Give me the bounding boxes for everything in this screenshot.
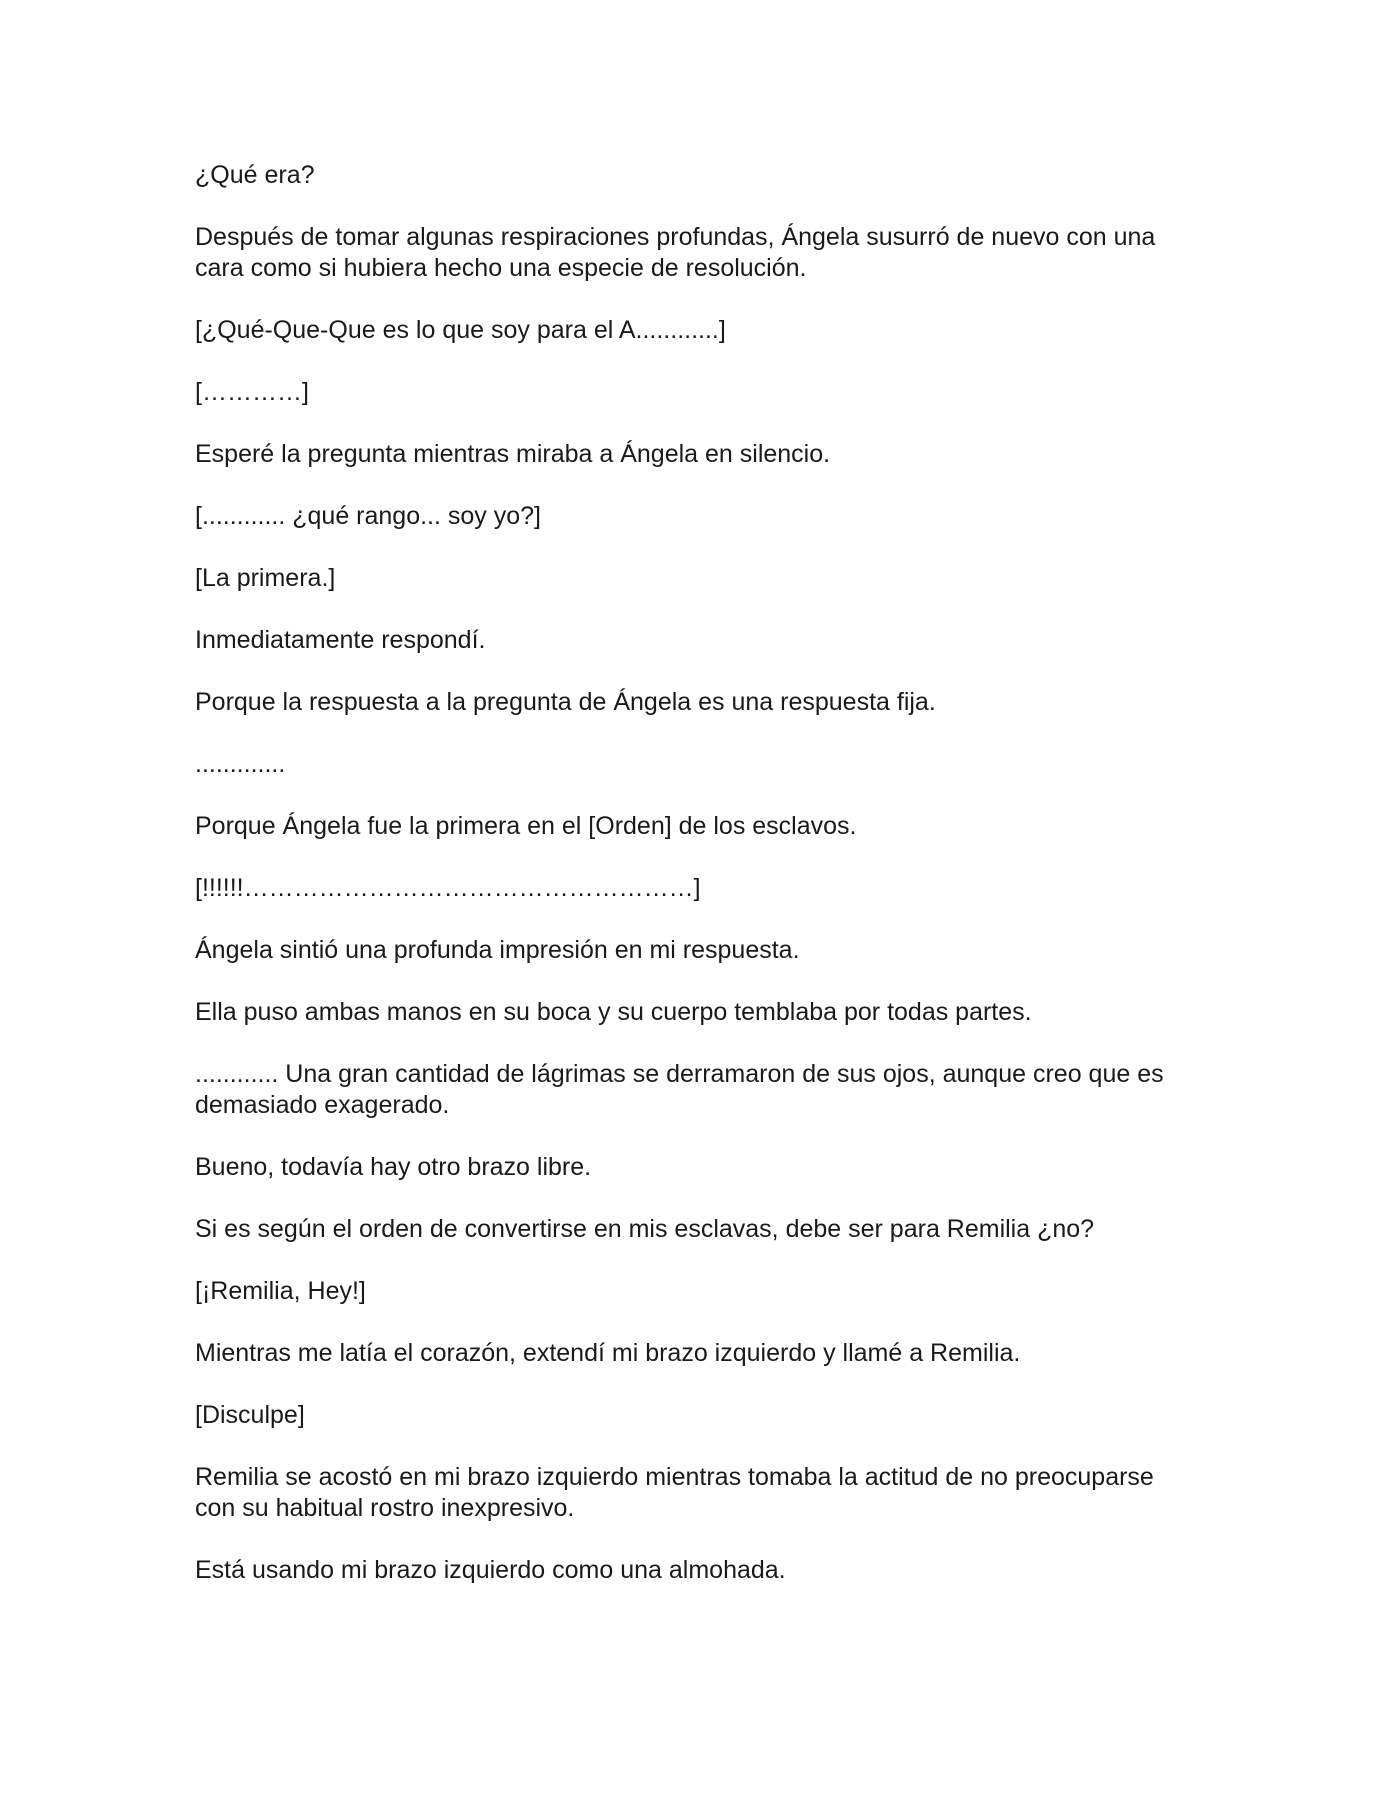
paragraph: Después de tomar algunas respiraciones profundas, Ángela susurró de nuevo con una cara como si hubiera hecho una especie de resolución. [195,223,1163,282]
document-body [195,160,1195,1617]
paragraph: Si es según el orden de convertirse en mis esclavas, debe ser para Remilia ¿no? [195,1215,1095,1243]
paragraph: […………] [195,378,309,406]
paragraph: Porque Ángela fue la primera en el [Orden] de los esclavos. [195,812,857,840]
paragraph: [............ ¿qué rango... soy yo?] [195,502,541,530]
paragraph: [!!!!!!………………………………………………] [195,874,701,902]
paragraph: [¿Qué-Que-Que es lo que soy para el A............] [195,316,726,344]
paragraph: Porque la respuesta a la pregunta de Ángela es una respuesta fija. [195,688,936,716]
paragraph: Remilia se acostó en mi brazo izquierdo mientras tomaba la actitud de no preocuparse con su habitual rostro inexpresivo. [195,1463,1161,1522]
paragraph: Ángela sintió una profunda impresión en mi respuesta. [195,936,800,964]
paragraph: [Disculpe] [195,1401,305,1429]
paragraph: Está usando mi brazo izquierdo como una almohada. [195,1556,786,1584]
paragraph: Bueno, todavía hay otro brazo libre. [195,1153,592,1181]
paragraph: Mientras me latía el corazón, extendí mi brazo izquierdo y llamé a Remilia. [195,1339,1021,1367]
paragraph: Ella puso ambas manos en su boca y su cuerpo temblaba por todas partes. [195,998,1032,1026]
paragraph: ¿Qué era? [195,161,315,189]
paragraph: ............ Una gran cantidad de lágrimas se derramaron de sus ojos, aunque creo que es demasiado exagerado. [195,1060,1171,1119]
paragraph: Esperé la pregunta mientras miraba a Ángela en silencio. [195,440,831,468]
paragraph: Inmediatamente respondí. [195,626,486,654]
paragraph: [¡Remilia, Hey!] [195,1277,366,1305]
paragraph: [La primera.] [195,564,336,592]
paragraph: ............. [195,750,286,778]
